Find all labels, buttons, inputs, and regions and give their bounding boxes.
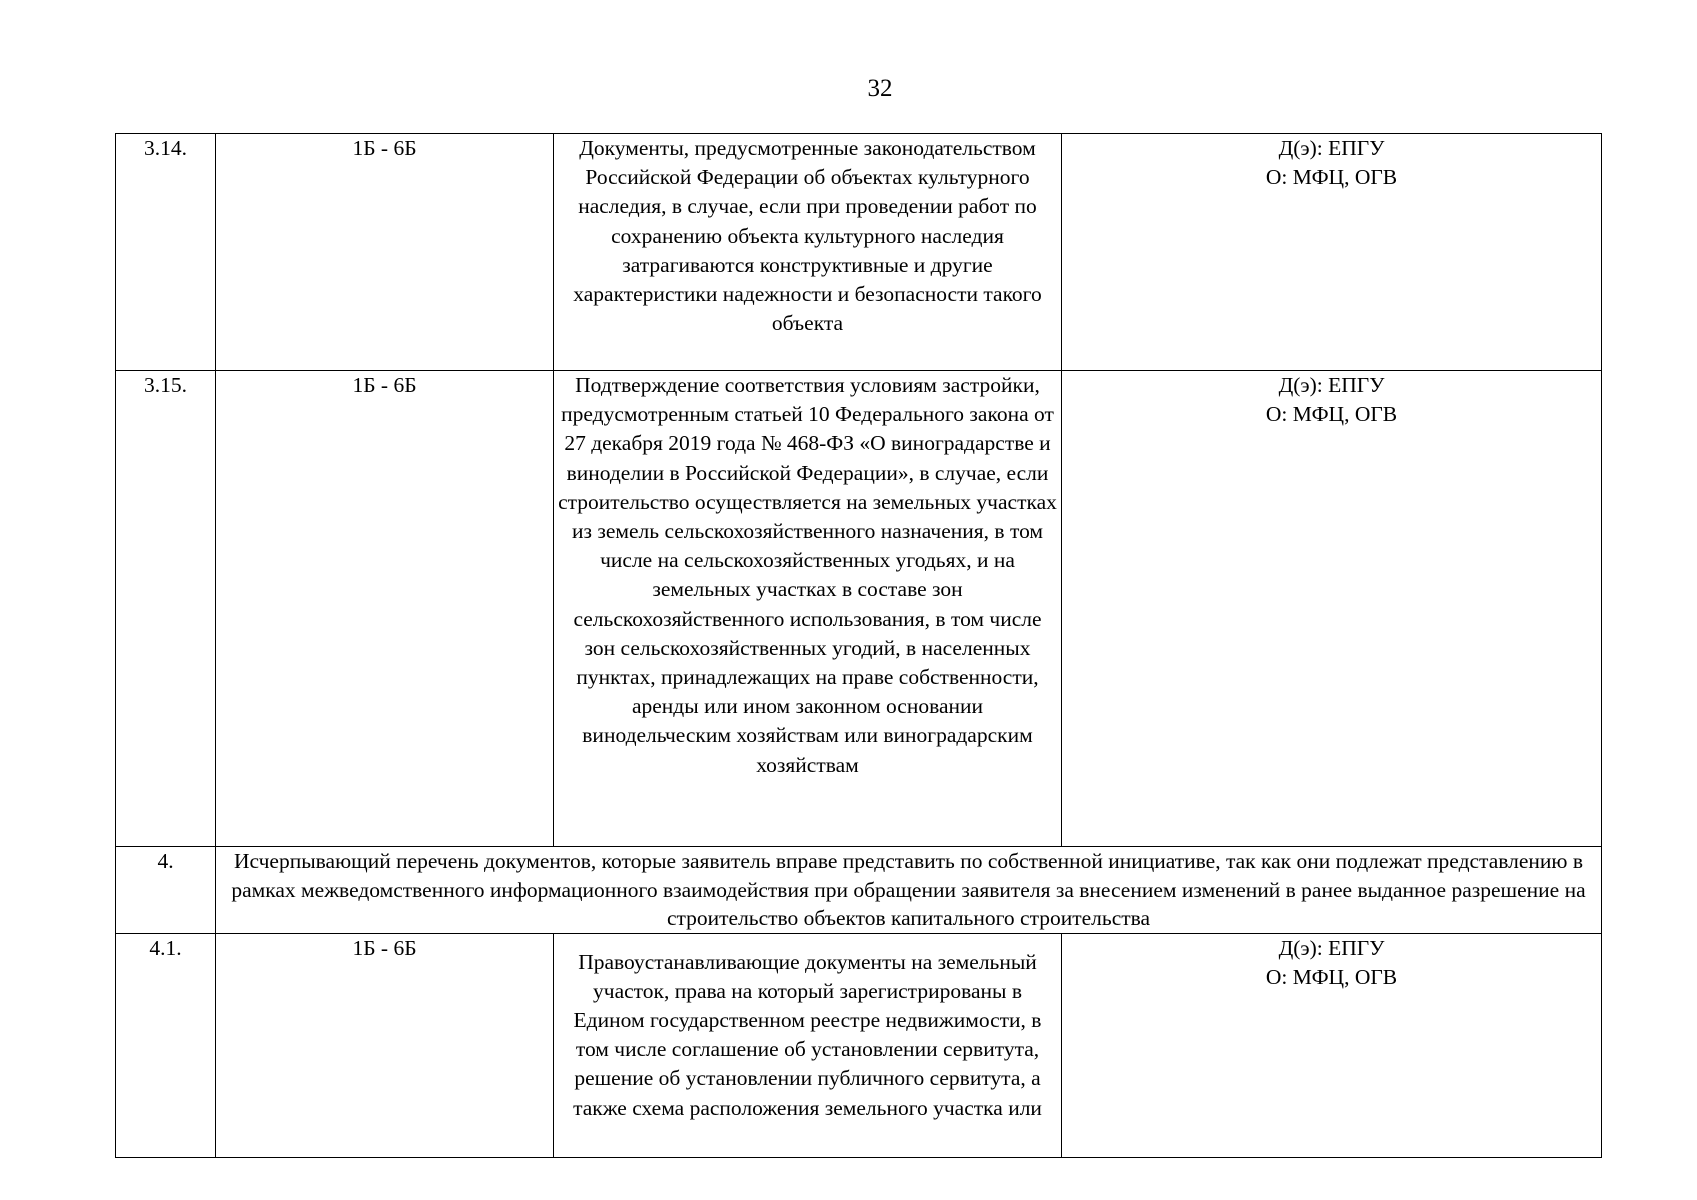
submission-method	[1062, 371, 1602, 847]
applicant-types: 1Б - 6Б	[216, 134, 554, 371]
method-in-person: О: МФЦ, ОГВ	[1265, 402, 1398, 427]
row-number: 3.14.	[116, 134, 216, 371]
method-electronic: Д(э): ЕПГУ	[1278, 935, 1385, 960]
section-row	[116, 847, 1602, 934]
document-description	[554, 134, 1062, 371]
table-row	[116, 134, 1602, 371]
submission-method	[1062, 933, 1602, 1157]
table-row	[116, 371, 1602, 847]
table-row	[116, 933, 1602, 1157]
documents-table	[115, 133, 1602, 1158]
document-description	[554, 933, 1062, 1157]
document-description-text: Документы, предусмотренные законодательством Российской Федерации об объектах культурного наследия, в случае, если при проведении работ по сохранению объекта культурного наследия затрагиваются конструктивные и другие характеристики надежности и безопасности такого объекта	[573, 136, 1042, 336]
method-electronic: Д(э): ЕПГУ	[1278, 136, 1385, 160]
applicant-types: 1Б - 6Б	[216, 933, 554, 1157]
method-in-person: О: МФЦ, ОГВ	[1265, 964, 1398, 989]
submission-method	[1062, 134, 1602, 371]
document-description-text: Подтверждение соответствия условиям застройки, предусмотренным статьей 10 Федерального закона от 27 декабря 2019 года № 468-ФЗ «О виноградарстве и виноделии в Российской Федерации», в случае, если строительство осуществляется на земельных участках из земель сельскохозяйственного назначения, в том числе на сельскохозяйственных угодьях, и на земельных участках в составе зон сельскохозяйственного использования, в том числе зон сельскохозяйственных угодий, в населенных пунктах, принадлежащих на праве собственности, аренды или ином законном основании винодельческим хозяйствам или виноградарским хозяйствам	[558, 373, 1057, 777]
method-in-person: О: МФЦ, ОГВ	[1265, 165, 1398, 190]
row-number: 4.1.	[116, 933, 216, 1157]
method-electronic: Д(э): ЕПГУ	[1278, 373, 1385, 397]
section-number: 4.	[116, 847, 216, 934]
document-description-text: Правоустанавливающие документы на земельный участок, права на который зарегистрированы в Едином государственном реестре недвижимости, в том числе соглашение об установлении сервитута, решение об установлении публичного сервитута, а также схема расположения земельного участка или	[573, 949, 1042, 1120]
document-description	[554, 371, 1062, 847]
section-heading: Исчерпывающий перечень документов, которые заявитель вправе представить по собственной инициативе, так как они подлежат представлению в рамках межведомственного информационного взаимодействия при обращении заявителя за внесением изменений в ранее выданное разрешение на строительство объектов капитального строительства	[216, 847, 1602, 934]
row-number: 3.15.	[116, 371, 216, 847]
applicant-types: 1Б - 6Б	[216, 371, 554, 847]
page-number: 32	[867, 75, 893, 102]
